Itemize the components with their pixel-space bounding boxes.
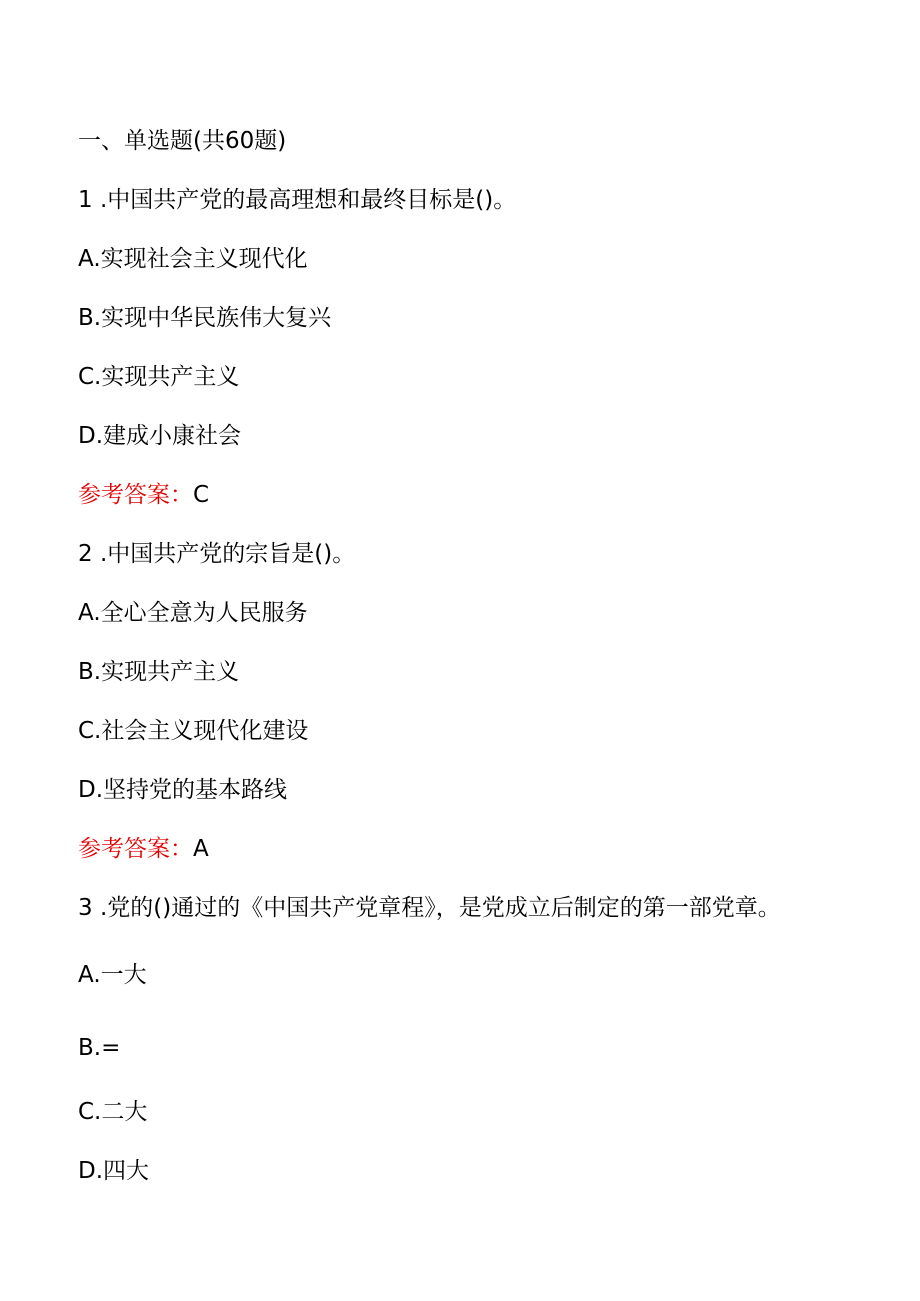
answer-label: 参考答案： [78,482,193,508]
question-3-option-c: C.二大 [78,1099,148,1125]
question-3-stem: 3 .党的()通过的《中国共产党章程》，是党成立后制定的第一部党章。 [78,895,781,921]
question-1-option-c: C.实现共产主义 [78,364,240,390]
question-3-option-a: A.一大 [78,962,147,988]
question-1-option-a: A.实现社会主义现代化 [78,246,308,272]
answer-label: 参考答案： [78,836,193,862]
question-1-stem: 1 .中国共产党的最高理想和最终目标是()。 [78,187,517,213]
answer-value: A [193,836,209,862]
section-title: 一、单选题(共60题) [78,128,287,154]
question-3-option-b: B.= [78,1035,121,1061]
question-1-option-b: B.实现中华民族伟大复兴 [78,305,332,331]
question-2-option-d: D.坚持党的基本路线 [78,777,288,803]
question-2-option-b: B.实现共产主义 [78,659,240,685]
question-2-stem: 2 .中国共产党的宗旨是()。 [78,541,356,567]
question-2-option-c: C.社会主义现代化建设 [78,718,309,744]
question-2-option-a: A.全心全意为人民服务 [78,600,308,626]
question-2-answer [78,834,209,864]
question-1-option-d: D.建成小康社会 [78,423,242,449]
answer-value: C [193,482,210,508]
question-1-answer [78,480,209,510]
question-3-option-d: D.四大 [78,1158,150,1184]
